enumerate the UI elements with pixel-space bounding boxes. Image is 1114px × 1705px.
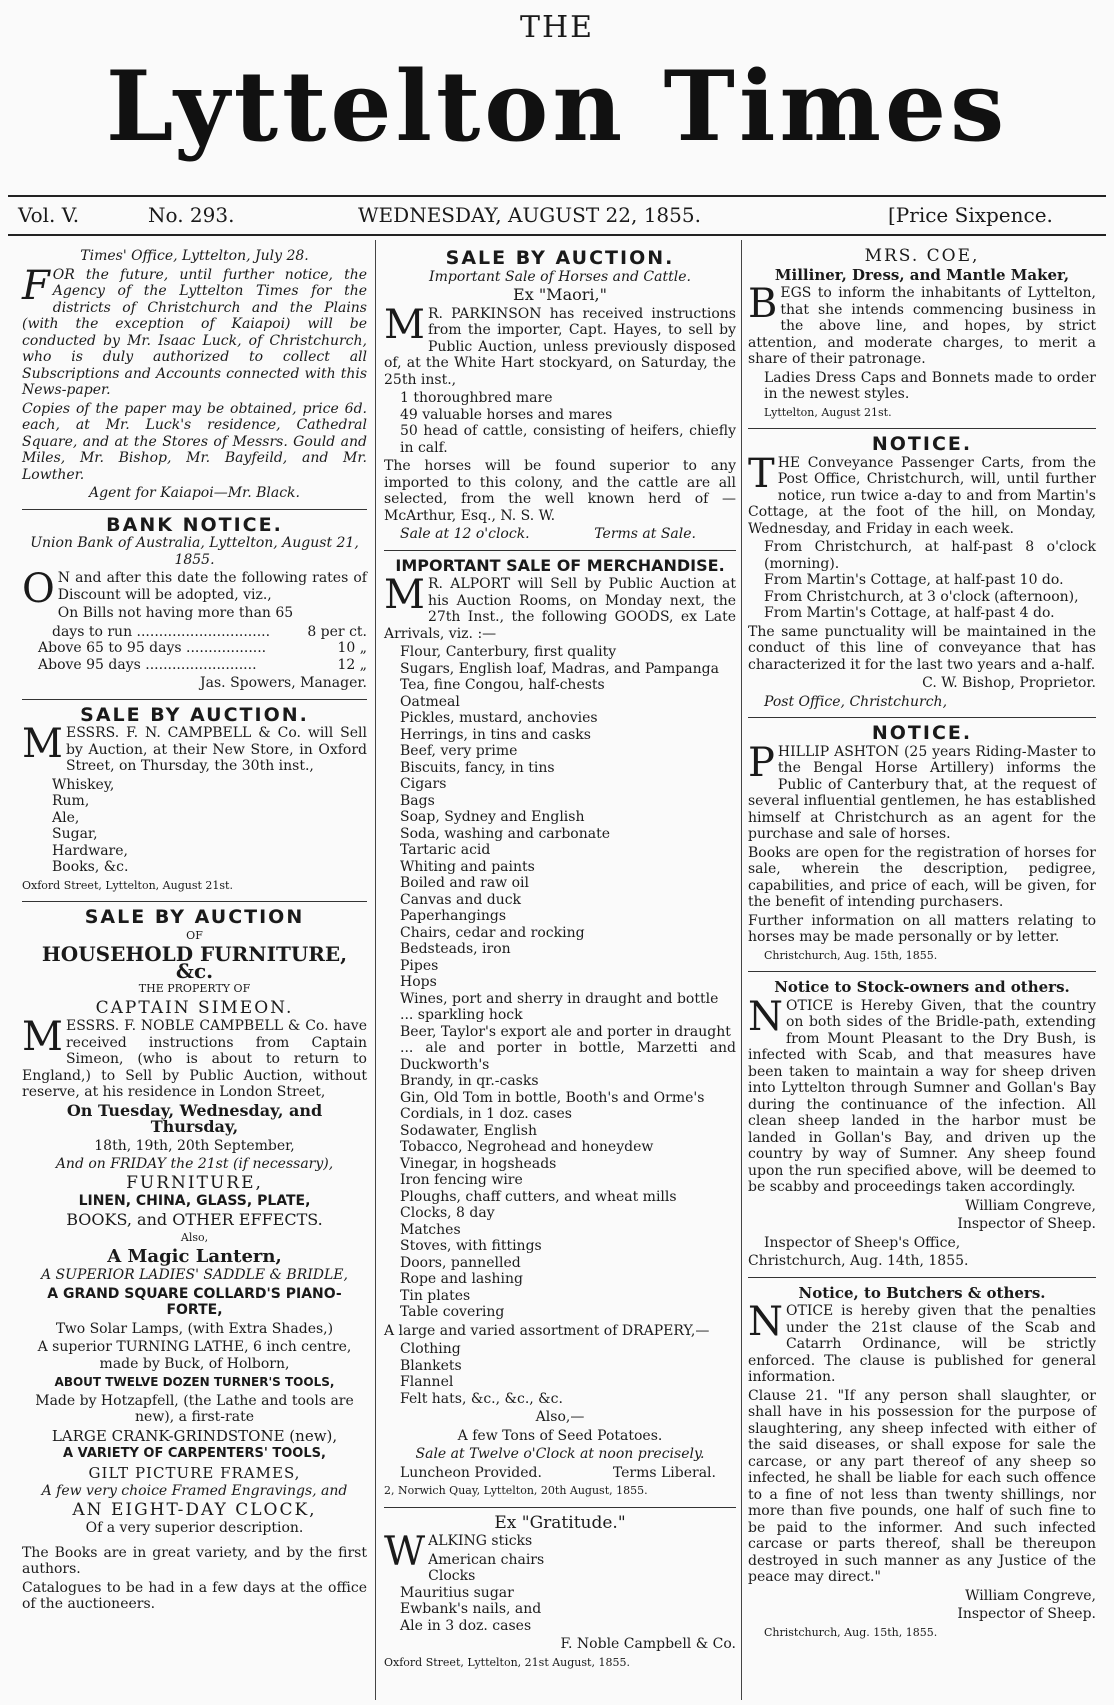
sale1-text: MESSRS. F. N. CAMPBELL & Co. will Sell by Auction, at their New Store, in Oxford Street, on Thursday, the 30th inst., [22,721,367,774]
coe-trade: Milliner, Dress, and Mantle Maker, [774,265,1070,284]
agency-notice: FOR the future, until further notice, the Agency of the Lyttelton Times for the districts of Christchurch and the Plains (with the exception of Kaiapoi) will be conducted by Mr. Isaac Luck, of Christchurch, who is duly authorized to collect all Subscriptions and Accounts connected with this News-paper. [22,262,367,398]
goods-item: Beer, Taylor's export ale and porter in draught [400,1023,731,1040]
gratitude-text: WALKING sticks [384,1529,533,1575]
column-rule [741,240,742,1700]
goods-item: Iron fencing wire [400,1172,523,1188]
auction-items [384,390,736,456]
bank-rate-3: Above 95 days ......................... 12 „ [38,656,367,673]
list-item: 50 head of cattle, consisting of heifers, chiefly in calf. [400,423,736,456]
sale2-tools: ABOUT TWELVE DOZEN TURNER'S TOOLS, [54,1375,335,1389]
seed-potatoes: A few Tons of Seed Potatoes. [457,1427,663,1444]
goods-item: Vinegar, in hogsheads [400,1155,557,1172]
goods-item: Beef, very prime [400,743,518,759]
goods-item: Ploughs, chaff cutters, and wheat mills [400,1188,677,1205]
notice-4-text: NOTICE is hereby given that the penalties under the 21st clause of the Scab and Catarrh Ordinance, will be strictly enforced. The clause is published for general information. [748,1299,1096,1385]
notice-2-text: PHILLIP ASHTON (25 years Riding-Master to the Bengal Horse Artillery) informs the Public of Canterbury that, at the request of several influential gentlemen, he has established himself at Christchurch as an agent for the purchase and sale of horses. [748,739,1096,842]
bank-signature: Jas. Spowers, Manager. [200,675,367,691]
list-item: 49 valuable horses and mares [400,406,613,423]
column-3 [748,246,1096,1696]
masthead [0,0,1114,200]
list-item: Ale, [52,809,80,826]
auction-terms: Sale at 12 o'clock. Terms at Sale. [400,526,696,542]
issue-number: No. 293. [148,203,235,227]
goods-item: ... ale and porter in bottle, Marzetti and Duckworth's [400,1040,736,1073]
sale1-items [22,777,367,876]
list-item: Ale in 3 doz. cases [400,1617,532,1634]
notice-1-footer: Post Office, Christchurch, [764,693,948,710]
notice-3-office: Inspector of Sheep's Office, [764,1234,961,1251]
sale2-piano: A GRAND SQUARE COLLARD'S PIANO-FORTE, [47,1285,342,1318]
sale2-lantern: A Magic Lantern, [107,1245,282,1267]
list-item: From Martin's Cottage, at half-past 10 do. [764,572,1064,588]
sale2-lamps: Two Solar Lamps, (with Extra Shades,) [55,1320,334,1337]
copies-notice: Copies of the paper may be obtained, price 6d. each, at Mr. Luck's residence, Cathedral Square, and at the Stores of Messrs. Gould and Miles, Mr. Bishop, Mr. Bayfeild, and Mr. Lowther. [22,400,367,483]
notice-1-heading: NOTICE. [871,433,973,455]
auction-heading: SALE BY AUCTION. [445,247,675,269]
coe-name: MRS. COE, [864,246,980,266]
auction-subheading: Important Sale of Horses and Cattle. [429,268,691,285]
notice-4-heading: Notice, to Butchers & others. [798,1283,1046,1302]
notice-4-sig-1: William Congreve, [965,1587,1096,1604]
merchandise-terms: Luncheon Provided. Terms Liberal. [400,1464,716,1481]
goods-item: Rope and lashing [400,1271,523,1287]
goods-item: Cordials, in 1 doz. cases [400,1106,572,1122]
auction-ex: Ex "Maori," [513,285,607,304]
sale2-books: BOOKS, and OTHER EFFECTS. [66,1209,323,1229]
gratitude-signature: F. Noble Campbell & Co. [560,1636,736,1652]
goods-item: Boiled and raw oil [400,875,530,891]
goods-item: Pickles, mustard, anchovies [400,710,598,726]
price: [Price Sixpence. [888,203,1053,227]
list-item: Clocks [428,1568,476,1584]
goods-item: Pipes [400,957,439,974]
sale2-furniture: FURNITURE, [126,1172,263,1193]
list-item: 1 thoroughbred mare [400,390,553,406]
list-item: American chairs [428,1551,545,1568]
sale2-title: HOUSEHOLD FURNITURE, &c. [41,942,348,983]
goods-item: Table covering [400,1304,505,1320]
sale2-lathe: A superior TURNING LATHE, 6 inch centre, made by Buck, of Holborn, [37,1339,352,1372]
sale2-property: THE PROPERTY OF [138,982,251,995]
goods-item: Gin, Old Tom in bottle, Booth's and Orme's [400,1089,705,1106]
agency-dateline: Times' Office, Lyttelton, July 28. [80,248,309,264]
dateline [18,203,1098,229]
goods-item: Oatmeal [400,693,460,710]
list-item: From Martin's Cottage, at half-past 4 do. [764,605,1055,621]
sale2-linen: LINEN, CHINA, GLASS, PLATE, [78,1193,311,1209]
merchandise-time: Sale at Twelve o'Clock at noon precisely. [415,1446,705,1462]
sale2-clock: AN EIGHT-DAY CLOCK, [72,1499,317,1520]
sale2-also: Also, [180,1231,209,1244]
column-1 [22,246,367,1696]
list-item: Clothing [400,1341,461,1357]
list-item: Books, &c. [52,859,129,875]
notice-4-clause: Clause 21. "If any person shall slaughter, or shall have in his possession for the purpose of slaughtering, any sheep infected with either of the said diseases, or shall expose for sale the carcase, or any part thereof of any sheep so infected, he shall be liable for each such offence to a fine of not less than twenty shillings, nor more than five pounds, one half of such fine to be paid to the informer. And such infected carcase or parts thereof, shall be thereupon destroyed in such manner as any Justice of the peace may direct." [748,1387,1096,1585]
sale1-heading: SALE BY AUCTION. [80,703,309,726]
sale2-days: On Tuesday, Wednesday, and Thursday, [66,1100,323,1136]
goods-item: Tartaric acid [400,842,491,858]
sale2-saddle: A SUPERIOR LADIES' SADDLE & BRIDLE, [41,1267,348,1283]
gratitude-heading: Ex "Gratitude." [494,1512,626,1533]
coe-footer: Lyttelton, August 21st. [764,405,892,419]
sale2-dates: 18th, 19th, 20th September, [94,1137,295,1154]
merchandise-heading: IMPORTANT SALE OF MERCHANDISE. [395,555,725,575]
list-item: Rum, [52,793,90,809]
goods-item: Doors, pannelled [400,1254,521,1271]
bank-place: Union Bank of Australia, Lyttelton, August 21, 1855. [30,535,359,568]
issue-date: WEDNESDAY, AUGUST 22, 1855. [358,203,701,227]
notice-2-text-2: Books are open for the registration of horses for sale, wherein the description, pedigree, capabilities, and price of each, will be given, for the benefit of intending purchasers. [748,844,1096,910]
merchandise-address: 2, Norwich Quay, Lyttelton, 20th August, 1855. [384,1484,648,1497]
top-rule [8,195,1106,197]
sale2-catalogues: Catalogues to be had in a few days at the office of the auctioneers. [22,1579,367,1612]
goods-item: Tin plates [400,1287,471,1304]
goods-item: Matches [400,1221,461,1238]
notice-3-sig-1: William Congreve, [965,1197,1096,1214]
drapery-text: A large and varied assortment of DRAPERY,— [384,1322,710,1339]
column-2 [384,246,736,1696]
goods-item: Cigars [400,776,447,792]
merchandise-text: M R. ALPORT will Sell by Public Auction at his Auction Rooms, on Monday next, the 27th Inst., the following GOODS, ex Late Arrivals, viz. :— [384,572,736,642]
goods-item: Herrings, in tins and casks [400,726,591,743]
sale2-text: MESSRS. F. NOBLE CAMPBELL & Co. have received instructions from Captain Simeon, (who is about to return to England,) to Sell by Public Auction, without reserve, at his residence in London Street, [22,1014,367,1100]
bank-rate-1b: days to run .............................. 8 per ct. [52,623,367,640]
sale2-books-note: The Books are in great variety, and by the first authors. [22,1544,367,1577]
list-item: From Christchurch, at half-past 8 o'clock (morning). [764,539,1096,572]
sale2-gilt: GILT PICTURE FRAMES, [88,1463,301,1482]
notice-3-text: NOTICE is Hereby Given, that the country on both sides of the Bridle-path, extending from Mount Pleasant to the Dry Bush, is infected with Scab, and that measures have been taken to maintain a way for sheep driven into Lyttelton through Sumner and Gollan's Bay during the continuance of the infection. All clean sheep landed in the harbor must be landed in Gollan's Bay, and driven up the country by way of Sumner. Any sheep found upon the run specified above, will be deemed to be scabby and proceedings taken accordingly. [748,993,1096,1195]
auction-text-2: The horses will be found superior to any imported to this colony, and the cattle are all selected, from the well known herd of — McArthur, Esq., N. S. W. [384,458,736,524]
goods-item: Hops [400,974,437,990]
list-item: Whiskey, [52,776,115,793]
notice-2-text-3: Further information on all matters relating to horses may be made personally or by letter. [748,912,1096,945]
goods-item: Whiting and paints [400,858,535,875]
notice-3-date: Christchurch, Aug. 14th, 1855. [748,1253,969,1269]
sale1-footer: Oxford Street, Lyttelton, August 21st. [22,878,233,892]
coe-text: BEGS to inform the inhabitants of Lyttelton, that she intends commencing business in the above line, and hopes, by strict attention, and moderate charges, to merit a share of their patronage. [748,281,1096,367]
goods-item: Sodawater, English [400,1122,537,1139]
notice-2-footer: Christchurch, Aug. 15th, 1855. [764,948,938,962]
merchandise-also: Also,— [535,1409,585,1425]
list-item: From Christchurch, at 3 o'clock (afternoon), [764,588,1079,605]
notice-4-footer: Christchurch, Aug. 15th, 1855. [764,1625,938,1639]
masthead-the: THE [519,10,595,45]
goods-item: Canvas and duck [400,891,522,908]
coe-text-2: Ladies Dress Caps and Bonnets made to order in the newest styles. [764,369,1096,402]
goods-item: Tobacco, Negrohead and honeydew [400,1139,654,1155]
volume: Vol. V. [18,203,80,227]
goods-item: ... sparkling hock [400,1007,523,1023]
list-item: Felt hats, &c., &c., &c. [400,1390,563,1407]
newspaper-title: Lyttelton Times [105,50,1009,163]
merchandise-goods [384,644,736,1321]
goods-item: Clocks, 8 day [400,1205,495,1221]
goods-item: Soap, Sydney and English [400,809,585,825]
list-item: Sugar, [52,826,98,842]
list-item: Mauritius sugar [400,1584,514,1601]
bank-rate-2: Above 65 to 95 days .................. 10 „ [38,640,367,656]
gratitude-address: Oxford Street, Lyttelton, 21st August, 1855. [384,1655,630,1669]
bank-text: O N and after this date the following rates of Discount will be adopted, viz., [22,566,367,612]
notice-1-signature: C. W. Bishop, Proprietor. [922,675,1096,691]
goods-item: Bags [400,792,435,809]
sale2-heading: SALE BY AUCTION [84,906,305,928]
notice-3-sig-2: Inspector of Sheep. [957,1216,1096,1232]
notice-3-heading: Notice to Stock-owners and others. [774,978,1070,996]
goods-item: Brandy, in qr.-casks [400,1073,539,1089]
dateline-rule [8,234,1106,236]
goods-item: Tea, fine Congou, half-chests [400,677,605,693]
goods-item: Wines, port and sherry in draught and bottle [400,990,719,1007]
goods-item: Sugars, English loaf, Madras, and Pampanga [400,660,719,677]
drapery-items [384,1341,736,1407]
sale2-of: OF [186,928,203,942]
sale2-hotz: Made by Hotzapfell, (the Lathe and tools are new), a first-rate [35,1392,354,1425]
sale2-engravings: A few very choice Framed Engravings, and [41,1483,348,1499]
sale2-grindstone: LARGE CRANK-GRINDSTONE (new), [51,1426,338,1445]
goods-item: Soda, washing and carbonate [400,825,610,842]
notice-4-sig-2: Inspector of Sheep. [957,1606,1096,1622]
goods-item: Paperhangings [400,908,507,924]
sale2-captain: CAPTAIN SIMEON. [95,997,294,1018]
goods-item: Bedsteads, iron [400,941,511,957]
notice-2-heading: NOTICE. [871,722,973,744]
sale2-description: Of a very superior description. [85,1520,304,1536]
sale2-carpenters: A VARIETY OF CARPENTERS' TOOLS, [63,1446,326,1461]
agent-kaiapoi: Agent for Kaiapoi—Mr. Black. [89,485,300,501]
goods-item: Flour, Canterbury, first quality [400,644,617,660]
column-rule [375,240,376,1700]
notice-1-text-2: The same punctuality will be maintained in the conduct of this line of conveyance that has characterized it for the last two years and a-half. [748,623,1096,673]
sale2-friday: And on FRIDAY the 21st (if necessary), [55,1156,334,1172]
list-item: Ewbank's nails, and [400,1601,542,1617]
list-item: Flannel [400,1374,454,1390]
bank-notice-heading: BANK NOTICE. [106,513,283,536]
list-item: Hardware, [52,842,128,859]
auction-text: M R. PARKINSON has received instructions from the importer, Capt. Hayes, to sell by Public Auction, unless previously disposed of, at the White Hart stockyard, on Saturday, the 25th inst., [384,301,736,388]
list-item: Blankets [400,1357,462,1374]
notice-1-text: THE Conveyance Passenger Carts, from the Post Office, Christchurch, will, until further notice, run twice a-day to and from Martin's Cottage, at the foot of the hill, on Monday, Wednesday, and Friday in each week. [748,450,1096,537]
bank-rate-1: On Bills not having more than 65 [57,605,294,621]
goods-item: Biscuits, fancy, in tins [400,759,555,776]
gratitude-items [384,1552,736,1635]
goods-item: Stoves, with fittings [400,1238,542,1254]
goods-item: Chairs, cedar and rocking [400,924,585,941]
notice-1-times [748,539,1096,622]
